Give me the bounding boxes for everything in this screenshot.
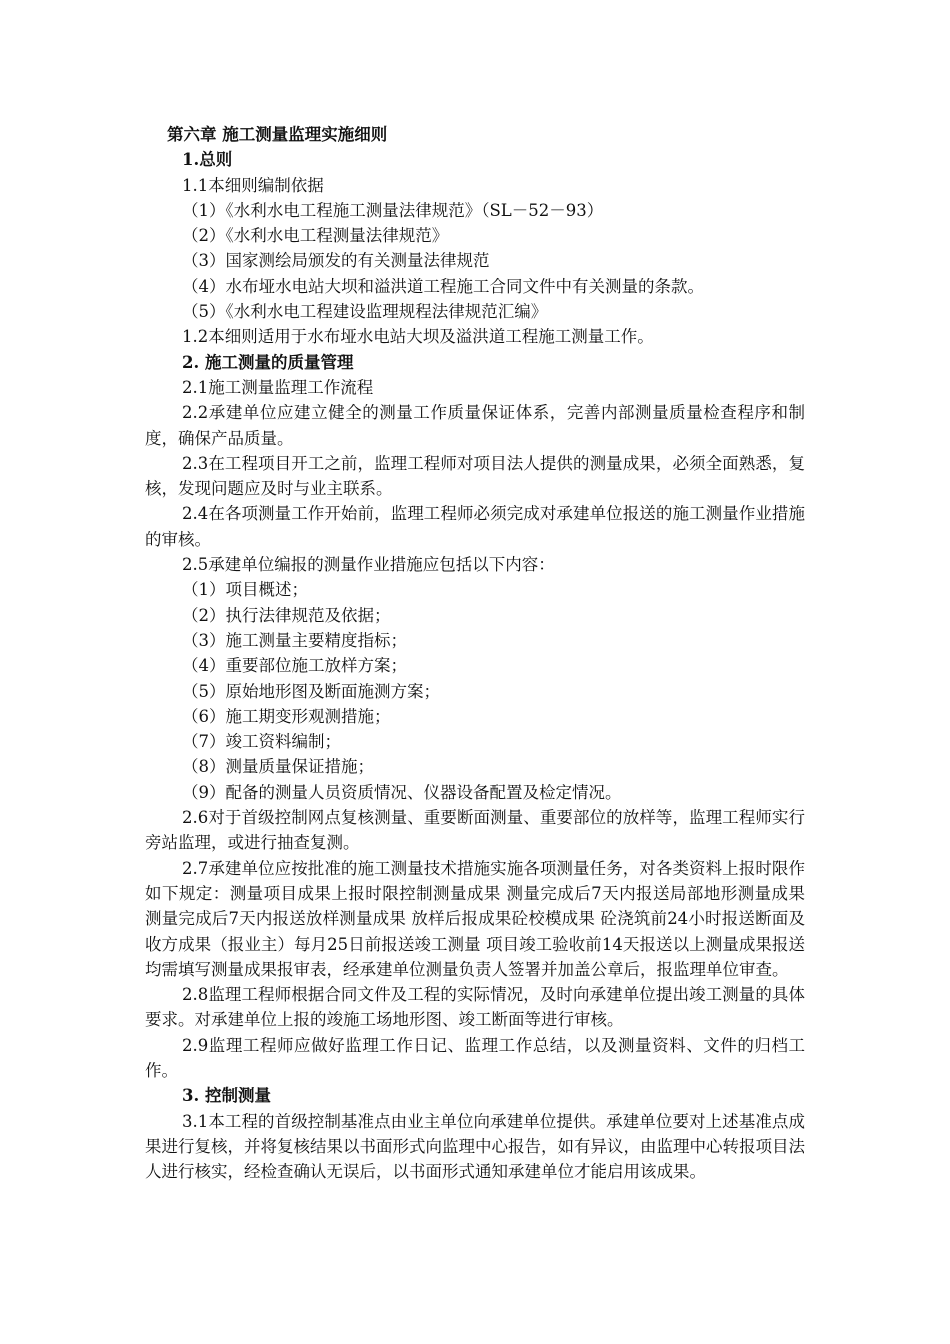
content-item: （2）执行法律规范及依据； [182,605,391,625]
clause-2-1: 2.1施工测量监理工作流程 [182,377,374,397]
clause-1-2: 1.2本细则适用于水布垭水电站大坝及溢洪道工程施工测量工作。 [182,327,654,347]
content-item: （1）项目概述； [182,580,308,600]
chapter-title: 第六章 施工测量监理实施细则 [167,125,388,144]
content-item: （9）配备的测量人员资质情况、仪器设备配置及检定情况。 [182,782,622,802]
section-2-heading: 2. 施工测量的质量管理 [182,352,354,372]
content-item: （6）施工期变形观测措施； [182,706,391,726]
document-page [145,122,805,1184]
clause-2-8: 2.8监理工程师根据合同文件及工程的实际情况，及时向承建单位提出竣工测量的具体要求。对承建单位上报的竣施工场地形图、竣工断面等进行审核。 [145,985,805,1030]
basis-item: （1）《水利水电工程施工测量法律规范》（SL－52－93） [182,200,604,220]
basis-item: （5）《水利水电工程建设监理规程法律规范汇编》 [182,302,548,322]
section-1-heading: 1.总则 [182,150,233,170]
clause-2-4: 2.4在各项测量工作开始前，监理工程师必须完成对承建单位报送的施工测量作业措施的审核。 [145,504,805,549]
content-item: （8）测量质量保证措施； [182,757,374,777]
clause-2-9: 2.9监理工程师应做好监理工作日记、监理工作总结，以及测量资料、文件的归档工作。 [145,1035,805,1080]
clause-2-6: 2.6对于首级控制网点复核测量、重要断面测量、重要部位的放样等，监理工程师实行旁站监理，或进行抽查复测。 [145,808,805,853]
clause-2-5: 2.5承建单位编报的测量作业措施应包括以下内容： [182,555,555,575]
clause-2-3: 2.3在工程项目开工之前，监理工程师对项目法人提供的测量成果，必须全面熟悉，复核，发现问题应及时与业主联系。 [145,453,805,499]
section-3-heading: 3. 控制测量 [182,1086,271,1106]
basis-item: （2）《水利水电工程测量法律规范》 [182,226,449,246]
clause-2-2: 2.2承建单位应建立健全的测量工作质量保证体系，完善内部测量质量检查程序和制度，确保产品质量。 [145,403,805,448]
content-item: （5）原始地形图及断面施测方案； [182,681,440,701]
content-item: （7）竣工资料编制； [182,732,341,752]
content-item: （4）重要部位施工放样方案； [182,656,407,676]
content-item: （3）施工测量主要精度指标； [182,630,407,650]
clause-3-1: 3.1本工程的首级控制基准点由业主单位向承建单位提供。承建单位要对上述基准点成果进行复核，并将复核结果以书面形式向监理中心报告，如有异议，由监理中心转报项目法人进行核实，经检查确认无误后，以书面形式通知承建单位才能启用该成果。 [145,1111,805,1182]
basis-item: （3）国家测绘局颁发的有关测量法律规范 [182,251,490,271]
clause-2-7: 2.7承建单位应按批准的施工测量技术措施实施各项测量任务，对各类资料上报时限作如下规定：测量项目成果上报时限控制测量成果 测量完成后7天内报送局部地形测量成果 测量完成后7天内报送放样测量成果 放样后报成果砼校模成果 砼浇筑前24小时报送断面及收方成果（报业主）每月25日前报送竣工测量 项目竣工验收前14天报送以上测量成果报送均需填写测量成果报审表，经承建单位测量负责人签署并加盖公章后，报监理单位审查。 [145,858,805,979]
basis-item: （4）水布垭水电站大坝和溢洪道工程施工合同文件中有关测量的条款。 [182,276,704,296]
clause-1-1: 1.1本细则编制依据 [182,175,324,195]
